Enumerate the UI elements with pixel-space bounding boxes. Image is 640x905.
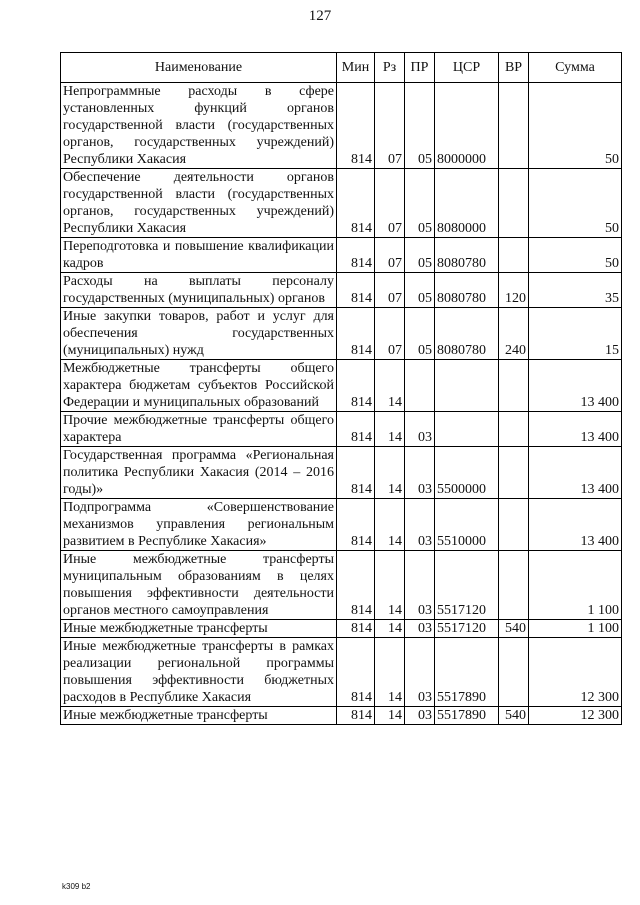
row-rz-cell: 14 (375, 412, 405, 447)
row-sum-cell: 15 (529, 308, 622, 360)
row-vr-cell: 120 (499, 273, 529, 308)
row-rz-cell: 14 (375, 499, 405, 551)
row-sum-cell: 50 (529, 169, 622, 238)
row-vr-cell (499, 83, 529, 169)
row-rz-cell: 07 (375, 83, 405, 169)
row-pr-cell: 03 (405, 447, 435, 499)
row-min-cell: 814 (337, 412, 375, 447)
row-vr-cell: 540 (499, 707, 529, 725)
row-name-cell: Государственная программа «Региональная политика Республики Хакасия (2014 – 2016 годы)» (61, 447, 337, 499)
table-row (61, 551, 622, 620)
row-csr-cell: 8080780 (435, 238, 499, 273)
row-name-cell: Иные межбюджетные трансферты в рамках реализации региональной программы повышения эффективности бюджетных расходов в Республике Хакасия (61, 638, 337, 707)
row-vr-cell (499, 360, 529, 412)
row-min-cell: 814 (337, 273, 375, 308)
row-vr-cell (499, 447, 529, 499)
row-name-cell: Переподготовка и повышение квалификации кадров (61, 238, 337, 273)
row-pr-cell: 05 (405, 238, 435, 273)
row-sum-cell: 1 100 (529, 620, 622, 638)
row-min-cell: 814 (337, 83, 375, 169)
table-row (61, 707, 622, 725)
row-sum-cell: 13 400 (529, 412, 622, 447)
row-name-cell: Иные закупки товаров, работ и услуг для обеспечения государственных (муниципальных) нужд (61, 308, 337, 360)
row-vr-cell (499, 499, 529, 551)
row-rz-cell: 14 (375, 551, 405, 620)
table-row (61, 412, 622, 447)
row-pr-cell: 03 (405, 707, 435, 725)
row-name-cell: Обеспечение деятельности органов государственной власти (государственных органов, государственных учреждений) Республики Хакасия (61, 169, 337, 238)
row-min-cell: 814 (337, 499, 375, 551)
row-csr-cell: 8000000 (435, 83, 499, 169)
row-name-cell: Межбюджетные трансферты общего характера бюджетам субъектов Российской Федерации и муниципальных образований (61, 360, 337, 412)
table-body (61, 83, 622, 725)
row-vr-cell: 240 (499, 308, 529, 360)
table-header (61, 53, 622, 83)
row-name-cell: Иные межбюджетные трансферты (61, 620, 337, 638)
column-header-min: Мин (337, 53, 375, 83)
row-sum-cell: 35 (529, 273, 622, 308)
row-sum-cell: 13 400 (529, 447, 622, 499)
table-row (61, 169, 622, 238)
row-sum-cell: 12 300 (529, 707, 622, 725)
row-vr-cell (499, 638, 529, 707)
table-row (61, 238, 622, 273)
row-rz-cell: 14 (375, 620, 405, 638)
page-number: 127 (308, 8, 332, 24)
row-csr-cell: 5500000 (435, 447, 499, 499)
column-header-vr: ВР (499, 53, 529, 83)
table-row (61, 83, 622, 169)
row-min-cell: 814 (337, 447, 375, 499)
row-pr-cell (405, 360, 435, 412)
header-row (61, 53, 622, 83)
table-row (61, 273, 622, 308)
column-header-sum: Сумма (529, 53, 622, 83)
footer-code: k309 b2 (62, 882, 91, 891)
row-vr-cell: 540 (499, 620, 529, 638)
row-min-cell: 814 (337, 238, 375, 273)
table-row (61, 447, 622, 499)
row-rz-cell: 07 (375, 238, 405, 273)
row-pr-cell: 05 (405, 169, 435, 238)
column-header-pr: ПР (405, 53, 435, 83)
table-row (61, 308, 622, 360)
row-csr-cell: 5517120 (435, 620, 499, 638)
row-csr-cell: 8080780 (435, 273, 499, 308)
row-sum-cell: 50 (529, 83, 622, 169)
row-sum-cell: 1 100 (529, 551, 622, 620)
row-pr-cell: 03 (405, 551, 435, 620)
row-csr-cell: 5517120 (435, 551, 499, 620)
column-header-name: Наименование (61, 53, 337, 83)
row-csr-cell: 5510000 (435, 499, 499, 551)
budget-table (60, 52, 622, 725)
row-rz-cell: 14 (375, 707, 405, 725)
row-csr-cell: 8080000 (435, 169, 499, 238)
row-pr-cell: 03 (405, 638, 435, 707)
column-header-rz: Рз (375, 53, 405, 83)
row-vr-cell (499, 412, 529, 447)
row-pr-cell: 05 (405, 308, 435, 360)
column-header-csr: ЦСР (435, 53, 499, 83)
row-csr-cell (435, 412, 499, 447)
row-pr-cell: 05 (405, 273, 435, 308)
row-csr-cell: 5517890 (435, 707, 499, 725)
row-sum-cell: 50 (529, 238, 622, 273)
row-pr-cell: 03 (405, 620, 435, 638)
row-name-cell: Иные межбюджетные трансферты муниципальным образованиям в целях повышения эффективности деятельности органов местного самоуправления (61, 551, 337, 620)
row-min-cell: 814 (337, 169, 375, 238)
row-pr-cell: 03 (405, 412, 435, 447)
row-min-cell: 814 (337, 551, 375, 620)
row-csr-cell: 8080780 (435, 308, 499, 360)
row-pr-cell: 03 (405, 499, 435, 551)
row-name-cell: Прочие межбюджетные трансферты общего характера (61, 412, 337, 447)
row-pr-cell: 05 (405, 83, 435, 169)
row-csr-cell (435, 360, 499, 412)
row-min-cell: 814 (337, 638, 375, 707)
row-sum-cell: 12 300 (529, 638, 622, 707)
row-rz-cell: 07 (375, 273, 405, 308)
row-name-cell: Расходы на выплаты персоналу государственных (муниципальных) органов (61, 273, 337, 308)
row-csr-cell: 5517890 (435, 638, 499, 707)
row-rz-cell: 14 (375, 360, 405, 412)
row-sum-cell: 13 400 (529, 499, 622, 551)
row-sum-cell: 13 400 (529, 360, 622, 412)
row-min-cell: 814 (337, 707, 375, 725)
row-vr-cell (499, 238, 529, 273)
row-vr-cell (499, 169, 529, 238)
row-vr-cell (499, 551, 529, 620)
row-rz-cell: 14 (375, 447, 405, 499)
table-row (61, 499, 622, 551)
row-min-cell: 814 (337, 360, 375, 412)
row-name-cell: Иные межбюджетные трансферты (61, 707, 337, 725)
row-min-cell: 814 (337, 620, 375, 638)
row-name-cell: Непрограммные расходы в сфере установленных функций органов государственной власти (государственных органов, государственных учреждений) Республики Хакасия (61, 83, 337, 169)
row-rz-cell: 07 (375, 308, 405, 360)
row-min-cell: 814 (337, 308, 375, 360)
table-row (61, 360, 622, 412)
row-name-cell: Подпрограмма «Совершенствование механизмов управления региональным развитием в Республике Хакасия» (61, 499, 337, 551)
table-row (61, 638, 622, 707)
row-rz-cell: 07 (375, 169, 405, 238)
row-rz-cell: 14 (375, 638, 405, 707)
table-row (61, 620, 622, 638)
